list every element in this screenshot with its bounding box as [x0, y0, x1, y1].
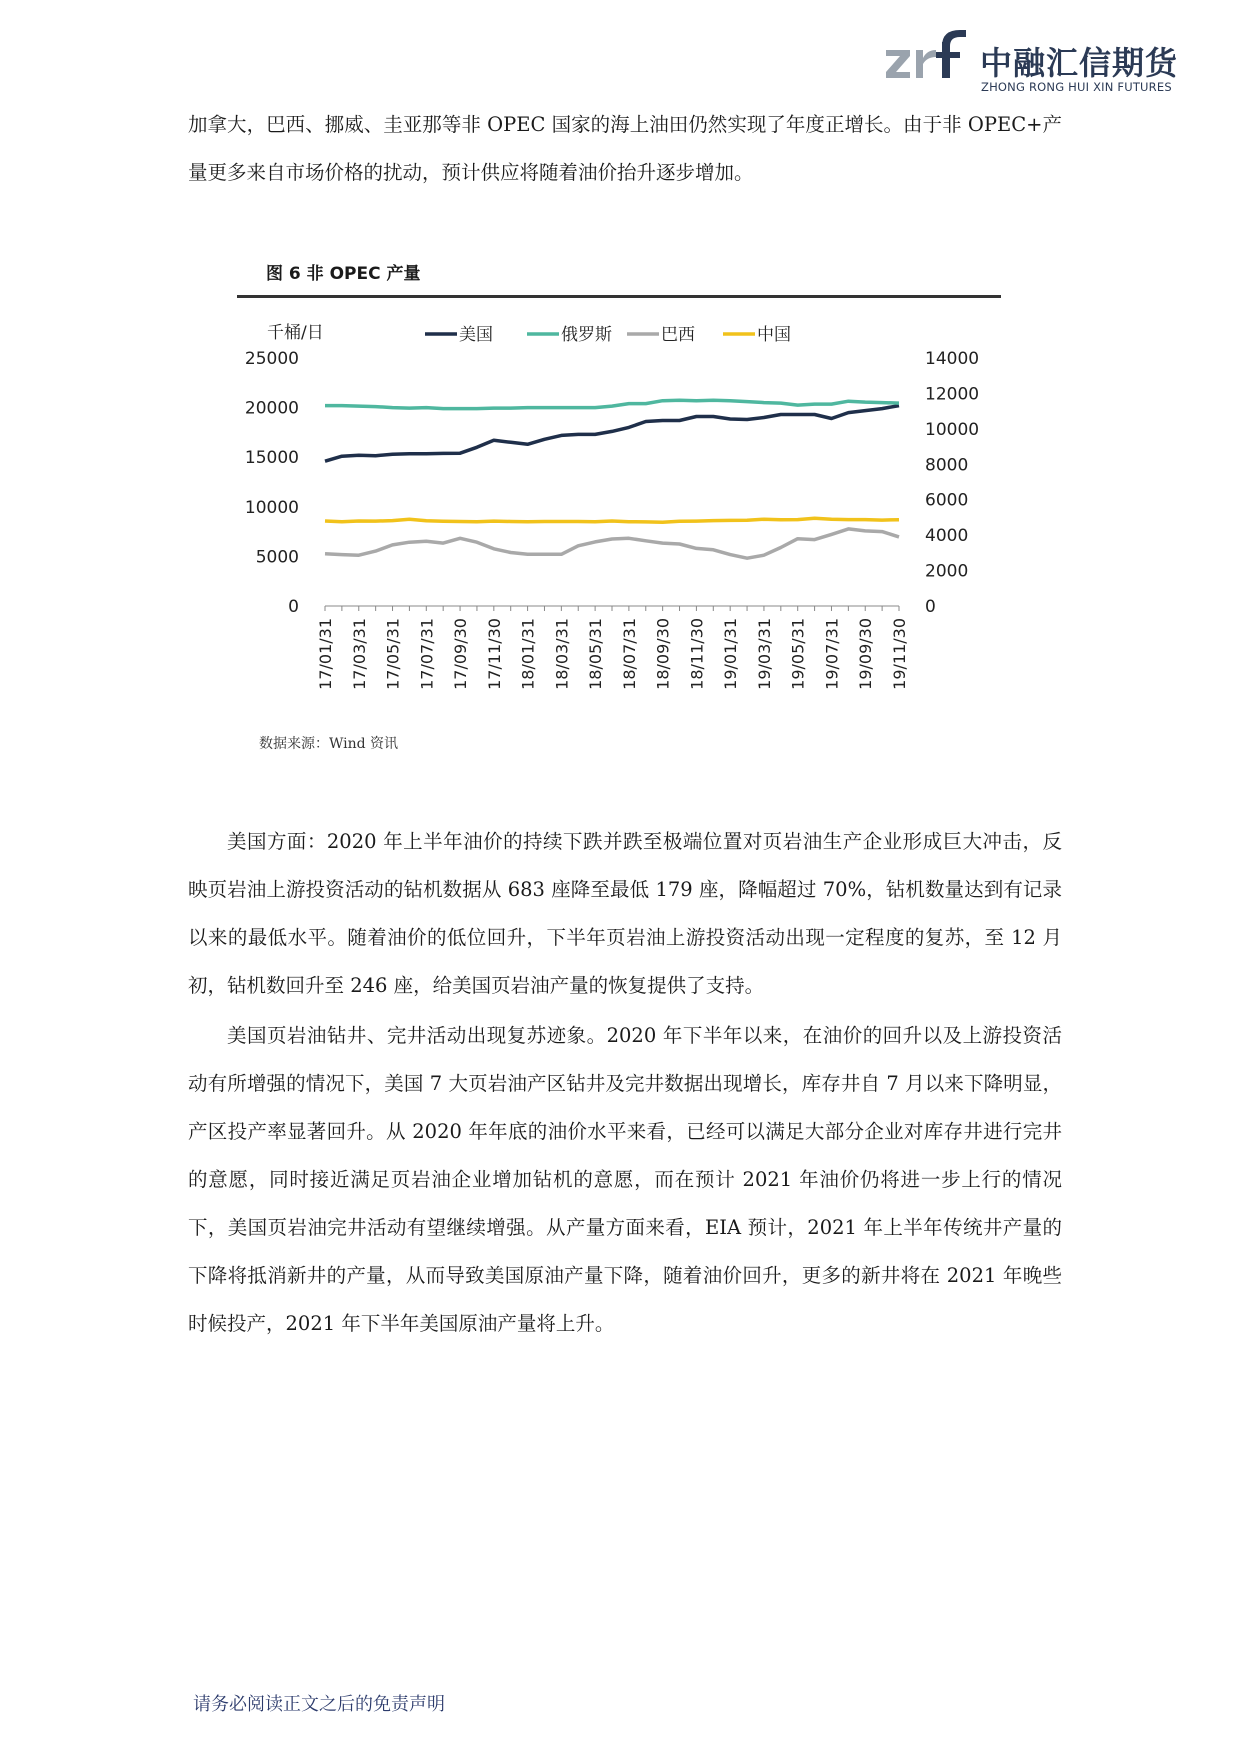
y-axis-label: 千桶/日 [267, 323, 324, 343]
x-tick-label: 17/11/30 [484, 618, 504, 690]
zrf-logo-icon [880, 28, 976, 92]
x-tick-label: 18/07/31 [619, 618, 639, 690]
x-tick-label: 19/03/31 [754, 618, 774, 690]
x-tick-label: 19/05/31 [788, 618, 808, 690]
figure-title: 图 6 非 OPEC 产量 [266, 264, 421, 284]
legend-label: 俄罗斯 [561, 325, 612, 345]
series-line-美国 [325, 406, 899, 462]
y-left-tick-label: 15000 [244, 448, 299, 469]
y-left-tick-label: 25000 [244, 349, 299, 369]
figure-source: 数据来源：Wind 资讯 [259, 736, 399, 752]
paragraph-2: 美国方面：2020 年上半年油价的持续下跌并跌至极端位置对页岩油生产企业形成巨大冲击，反映页岩油上游投资活动的钻机数据从 683 座降至最低 179 座，降幅超过 70%，钻机数量达到有记录以来的最低水平。随着油价的低位回升，下半年页岩油上游投资活动出现一定程度的复苏，至 12 月初，钻机数回升至 246 座，给美国页岩油产量的恢复提供了支持。 [188, 830, 1062, 997]
x-tick-label: 18/01/31 [518, 618, 538, 690]
chart-series-lines [325, 400, 899, 558]
y-right-tick-label: 4000 [925, 526, 969, 547]
series-line-俄罗斯 [325, 400, 899, 408]
x-tick-label: 19/11/30 [890, 618, 909, 690]
y-axis-left-ticks [245, 349, 299, 617]
y-right-tick-label: 10000 [925, 419, 980, 440]
y-axis-right-ticks [925, 349, 979, 617]
x-tick-label: 17/07/31 [417, 618, 437, 690]
x-tick-label: 19/01/31 [721, 618, 741, 690]
y-right-tick-label: 8000 [925, 455, 969, 476]
x-tick-label: 18/05/31 [586, 618, 606, 690]
company-name-cn: 中融汇信期货 [980, 44, 1179, 82]
x-tick-label: 18/11/30 [687, 618, 707, 690]
x-axis-ticks [316, 606, 909, 690]
y-left-tick-label: 5000 [255, 547, 299, 568]
y-left-tick-label: 20000 [244, 398, 299, 419]
series-line-巴西 [325, 529, 899, 558]
non-opec-production-chart [237, 300, 997, 720]
x-tick-label: 18/09/30 [653, 618, 673, 690]
figure-title-rule [237, 295, 1001, 298]
y-left-tick-label: 0 [288, 597, 299, 617]
company-name-en: ZHONG RONG HUI XIN FUTURES [981, 80, 1172, 94]
y-right-tick-label: 6000 [925, 490, 969, 511]
x-tick-label: 17/03/31 [349, 618, 369, 690]
paragraph-3: 美国页岩油钻井、完井活动出现复苏迹象。2020 年下半年以来，在油价的回升以及上游投资活动有所增强的情况下，美国 7 大页岩油产区钻井及完井数据出现增长，库存井自 7 月以来下降明显，产区投产率显著回升。从 2020 年年底的油价水平来看，已经可以满足大部分企业对库存井进行完井的意愿，同时接近满足页岩油企业增加钻机的意愿，而在预计 2021 年油价仍将进一步上行的情况下，美国页岩油完井活动有望继续增强。从产量方面来看，EIA 预计，2021 年上半年传统井产量的下降将抵消新井的产量，从而导致美国原油产量下降，随着油价回升，更多的新井将在 2021 年晚些时候投产，2021 年下半年美国原油产量将上升。 [188, 1024, 1062, 1335]
x-tick-label: 17/09/30 [451, 618, 471, 690]
y-right-tick-label: 14000 [925, 349, 980, 369]
paragraph-1: 加拿大，巴西、挪威、圭亚那等非 OPEC 国家的海上油田仍然实现了年度正增长。由于非 OPEC+产量更多来自市场价格的扰动，预计供应将随着油价抬升逐步增加。 [188, 113, 1062, 184]
x-tick-label: 18/03/31 [552, 618, 572, 690]
legend-label: 巴西 [661, 325, 695, 345]
chart-legend [425, 325, 791, 345]
x-tick-label: 19/07/31 [822, 618, 842, 690]
series-line-中国 [325, 518, 899, 522]
legend-label: 美国 [459, 325, 493, 345]
company-logo [880, 28, 1180, 98]
legend-label: 中国 [757, 325, 791, 345]
y-right-tick-label: 0 [925, 597, 936, 617]
y-right-tick-label: 12000 [925, 384, 980, 405]
x-tick-label: 17/01/31 [316, 618, 335, 690]
y-right-tick-label: 2000 [925, 561, 969, 582]
x-tick-label: 19/09/30 [856, 618, 876, 690]
x-tick-label: 17/05/31 [383, 618, 403, 690]
disclaimer-footer: 请务必阅读正文之后的免责声明 [193, 1694, 445, 1715]
y-left-tick-label: 10000 [244, 497, 299, 518]
